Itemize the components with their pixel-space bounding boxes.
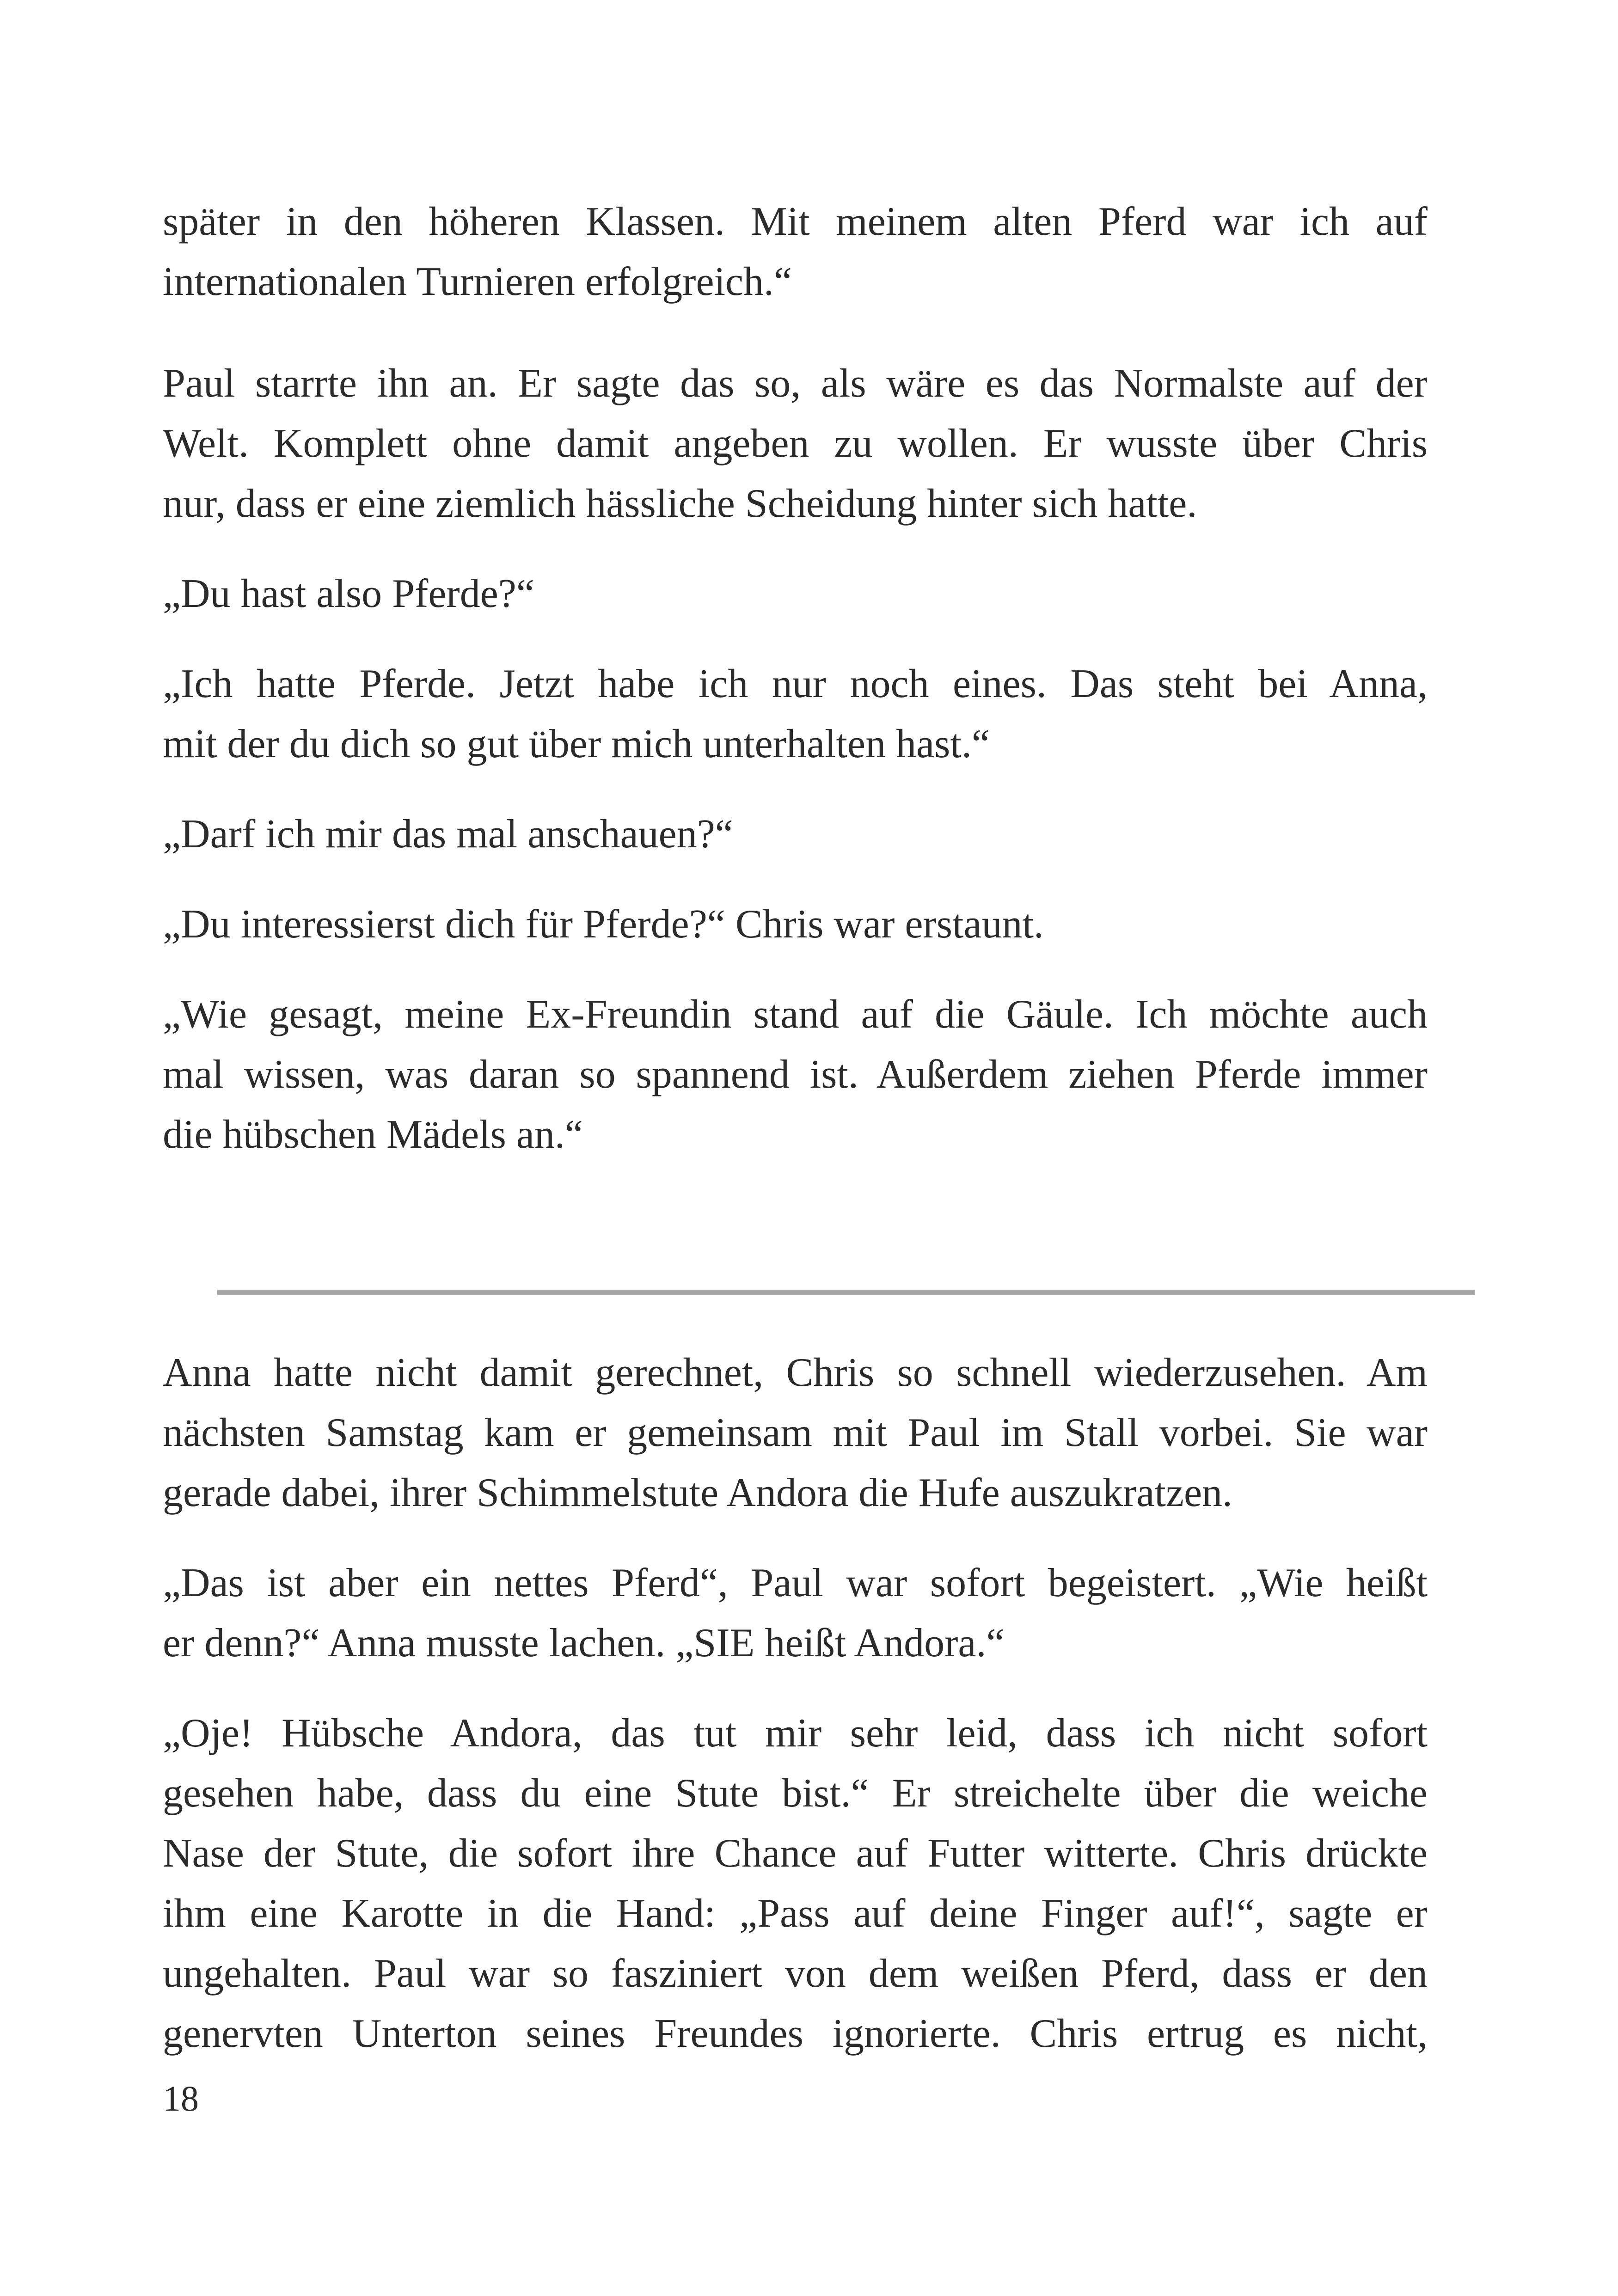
text-line: „Wie gesagt, meine Ex-Freundin stand auf die Gäule. Ich möchte auch — [163, 992, 1428, 1037]
paragraph — [163, 654, 1428, 774]
paragraph — [163, 1703, 1428, 2064]
text-line: „Ich hatte Pferde. Jetzt habe ich nur noch eines. Das steht bei Anna, — [163, 661, 1428, 706]
text-line: gesehen habe, dass du eine Stute bist.“ Er streichelte über die weiche — [163, 1771, 1428, 1816]
paragraph — [163, 985, 1428, 1165]
text-line: später in den höheren Klassen. Mit meinem alten Pferd war ich auf — [163, 199, 1428, 244]
text-line: mal wissen, was daran so spannend ist. Außerdem ziehen Pferde immer — [163, 1052, 1428, 1097]
section-divider — [217, 1290, 1475, 1295]
text-line: Welt. Komplett ohne damit angeben zu wollen. Er wusste über Chris — [163, 421, 1428, 466]
text-line: „Du hast also Pferde?“ — [163, 571, 534, 616]
text-line: ungehalten. Paul war so fasziniert von dem weißen Pferd, dass er den — [163, 1951, 1428, 1996]
text-line: Anna hatte nicht damit gerechnet, Chris so schnell wiederzusehen. Am — [163, 1350, 1428, 1395]
text-line: „Oje! Hübsche Andora, das tut mir sehr leid, dass ich nicht sofort — [163, 1711, 1428, 1756]
text-line: Nase der Stute, die sofort ihre Chance auf Futter witterte. Chris drückte — [163, 1831, 1428, 1876]
paragraph — [163, 1553, 1428, 1673]
paragraph — [163, 804, 1428, 864]
text-line: nur, dass er eine ziemlich hässliche Scheidung hinter sich hatte. — [163, 481, 1197, 526]
text-line: die hübschen Mädels an.“ — [163, 1112, 583, 1157]
text-line: mit der du dich so gut über mich unterhalten hast.“ — [163, 722, 990, 766]
page-number: 18 — [163, 2078, 199, 2118]
text-line: ihm eine Karotte in die Hand: „Pass auf deine Finger auf!“, sagte er — [163, 1891, 1428, 1936]
paragraph — [163, 894, 1428, 955]
text-line: „Du interessierst dich für Pferde?“ Chris war erstaunt. — [163, 902, 1044, 947]
paragraph — [163, 192, 1428, 312]
paragraph — [163, 354, 1428, 534]
text-line: „Das ist aber ein nettes Pferd“, Paul war sofort begeistert. „Wie heißt — [163, 1561, 1428, 1605]
paragraph — [163, 564, 1428, 624]
text-line: gerade dabei, ihrer Schimmelstute Andora die Hufe auszukratzen. — [163, 1470, 1232, 1515]
text-line: Paul starrte ihn an. Er sagte das so, als wäre es das Normalste auf der — [163, 361, 1428, 406]
text-line: „Darf ich mir das mal anschauen?“ — [163, 812, 733, 857]
text-line: genervten Unterton seines Freundes ignorierte. Chris ertrug es nicht, — [163, 2011, 1428, 2056]
text-line: nächsten Samstag kam er gemeinsam mit Paul im Stall vorbei. Sie war — [163, 1410, 1428, 1455]
text-line: er denn?“ Anna musste lachen. „SIE heißt Andora.“ — [163, 1621, 1005, 1665]
text-line: internationalen Turnieren erfolgreich.“ — [163, 259, 792, 304]
paragraph — [163, 1343, 1428, 1523]
